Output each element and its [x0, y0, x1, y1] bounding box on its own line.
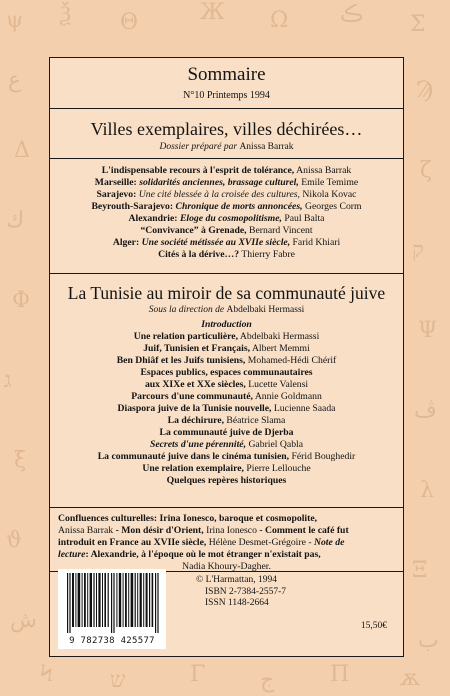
- list-item: “Convivance” à Grenade, Bernard Vincent: [140, 225, 313, 236]
- section2-list: [58, 319, 395, 487]
- section2-title: La Tunisie au miroir de sa communauté juive: [67, 283, 386, 303]
- list-item: Sarajevo: Une cité blessée à la croisée des cultures, Nikola Kovac: [96, 189, 357, 200]
- list-item: aux XIXe et XXe siècles, Lucette Valensi: [144, 379, 309, 390]
- barcode-digits: 9 782738 425577: [69, 636, 155, 646]
- list-item: La communauté juive dans le cinéma tunisien, Férid Boughedir: [97, 451, 356, 462]
- section1-list: [58, 165, 395, 261]
- issue-number: N°10 Printemps 1994: [183, 90, 270, 101]
- list-item: Une relation exemplaire, Pierre Lellouche: [142, 463, 311, 474]
- divider: [50, 108, 403, 109]
- isbn: ISBN 2-7384-2557-7: [205, 586, 287, 597]
- issn: ISSN 1148-2664: [205, 598, 269, 608]
- list-item: Espaces publics, espaces communautaires: [140, 367, 313, 378]
- list-item: La déchirure, Béatrice Slama: [167, 415, 286, 426]
- list-item: Alger: Une société métissée au XVIIe siècle, Farid Khiari: [112, 237, 341, 248]
- introduction-label: Introduction: [201, 319, 252, 330]
- confluences-line: lecture: Alexandrie, à l'époque où le mot étranger n'existait pas,: [58, 549, 321, 560]
- list-item: Ben Dhiâf et les Juifs tunisiens, Mohamed-Hédi Chérif: [116, 355, 337, 366]
- table-of-contents-frame: [49, 57, 404, 657]
- list-item: Alexandrie: Eloge du cosmopolitisme, Paul Balta: [128, 213, 325, 224]
- divider: [50, 507, 403, 508]
- confluences-line: introduit en France au XVIIe siècle, Hélène Desmet-Grégoire - Note de: [58, 537, 345, 548]
- list-item: Cités à la dérive…? Thierry Fabre: [158, 249, 295, 260]
- confluences-line: Nadia Khoury-Dagher.: [182, 561, 271, 572]
- confluences-line: Anissa Barrak - Mon désir d'Orient, Irina Ionesco - Comment le café fut: [58, 525, 349, 536]
- list-item: Secrets d'une pérennité, Gabriel Qabla: [149, 439, 304, 450]
- list-item: Quelques repères historiques: [166, 475, 287, 486]
- list-item: L'indispensable recours à l'esprit de tolérance, Anissa Barrak: [101, 165, 352, 176]
- publisher-info: [196, 575, 286, 610]
- list-item: Une relation particulière, Abdelbaki Hermassi: [133, 331, 320, 342]
- copyright: © L'Harmattan, 1994: [196, 575, 277, 585]
- price: 15,50€: [360, 621, 387, 631]
- divider: [50, 273, 403, 274]
- confluences-line: Confluences culturelles: Irina Ionesco, baroque et cosmopolite,: [58, 513, 318, 524]
- list-item: Beyrouth-Sarajevo: Chronique de morts annoncées, Georges Corm: [91, 201, 362, 212]
- isbn-barcode: [58, 569, 166, 649]
- barcode-bars: [67, 573, 159, 633]
- confluences-paragraph: [58, 513, 395, 573]
- list-item: Marseille: solidarités anciennes, brassage culturel, Emile Temime: [94, 177, 359, 188]
- section2-director: Sous la direction de Abdelbaki Hermassi: [148, 305, 305, 315]
- background-calligraphy-pattern: ψ Ѯ Θ Ж Ω ڪ Σ ع Δ ﻙ Φ ג ξ ϑ ش Ϡ ζ ק Ψ ڤ λ Ξ ب Ϟ ש Γ ﺝ Π ѫ: [4, 0, 439, 693]
- divider: [50, 158, 403, 159]
- section1-editor: Dossier préparé par Anissa Barrak: [159, 142, 294, 152]
- list-item: Juif, Tunisien et Français, Albert Memmi: [143, 343, 310, 354]
- list-item: Parcours d'une communauté, Annie Goldmann: [131, 391, 322, 402]
- list-item: La communauté juive de Djerba: [159, 427, 294, 438]
- section1-title: Villes exemplaires, villes déchirées…: [90, 119, 363, 139]
- list-item: Diaspora juive de la Tunisie nouvelle, Lucienne Saada: [117, 403, 336, 414]
- sommaire-title: Sommaire: [187, 64, 266, 85]
